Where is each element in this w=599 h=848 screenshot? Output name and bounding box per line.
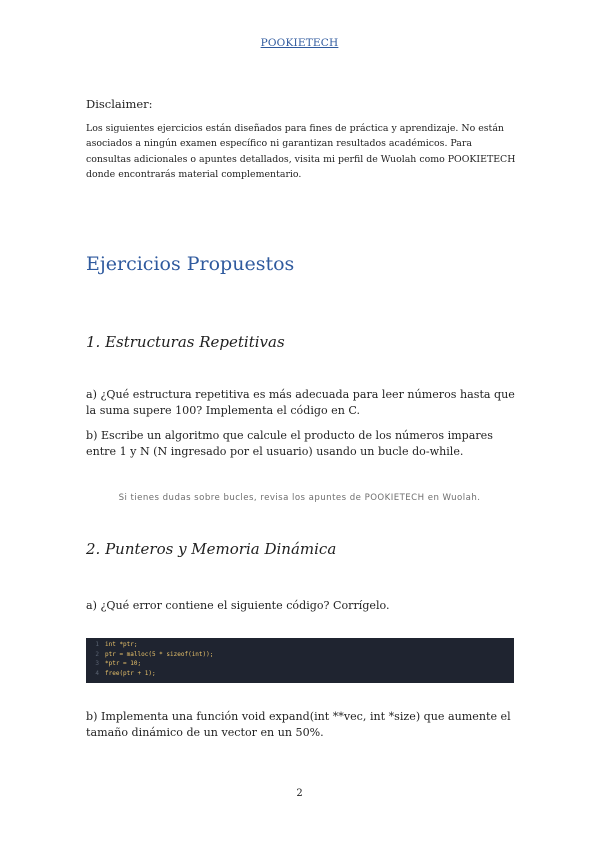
header-brand-link[interactable]: POOKIETECH bbox=[260, 37, 339, 49]
code-block bbox=[86, 638, 514, 683]
code-line bbox=[86, 640, 514, 650]
disclaimer-text: Los siguientes ejercicios están diseñados para fines de práctica y aprendizaje. No están asociados a ningún examen específico ni garantizan resultados académicos. Para consultas adicionales o apuntes detallados, visita mi perfil de Wuolah como POOKIETECH donde encontrarás material complementario. bbox=[86, 123, 516, 181]
section-heading-punteros: 2. Punteros y Memoria Dinámica bbox=[86, 540, 337, 558]
question-1a: a) ¿Qué estructura repetitiva es más adecuada para leer números hasta que la suma supere 100? Implementa el código en C. bbox=[86, 388, 515, 417]
line-number: 2 bbox=[95, 650, 99, 658]
code-text: ptr = malloc(5 * sizeof(int)); bbox=[105, 650, 214, 658]
code-text: *ptr = 10; bbox=[105, 660, 142, 668]
page-title: Ejercicios Propuestos bbox=[86, 253, 295, 275]
question-2b: b) Implementa una función void expand(int **vec, int *size) que aumente el tamaño dinámico de un vector en un 50%. bbox=[86, 710, 511, 739]
page-number: 2 bbox=[296, 788, 303, 799]
section-heading-estructuras: 1. Estructuras Repetitivas bbox=[86, 333, 285, 351]
code-text: int *ptr; bbox=[105, 641, 138, 648]
line-number: 3 bbox=[95, 660, 99, 668]
code-line bbox=[86, 669, 514, 679]
question-2a: a) ¿Qué error contiene el siguiente código? Corrígelo. bbox=[86, 599, 390, 612]
code-text: free(ptr + 1); bbox=[105, 669, 156, 677]
line-number: 1 bbox=[95, 641, 99, 648]
code-line bbox=[86, 650, 514, 660]
code-line bbox=[86, 659, 514, 669]
question-1b: b) Escribe un algoritmo que calcule el producto de los números impares entre 1 y N (N ingresado por el usuario) usando un bucle do-while. bbox=[86, 429, 493, 458]
line-number: 4 bbox=[95, 669, 99, 677]
disclaimer-title: Disclaimer: bbox=[86, 97, 153, 111]
study-note: Si tienes dudas sobre bucles, revisa los apuntes de POOKIETECH en Wuolah. bbox=[118, 493, 481, 503]
